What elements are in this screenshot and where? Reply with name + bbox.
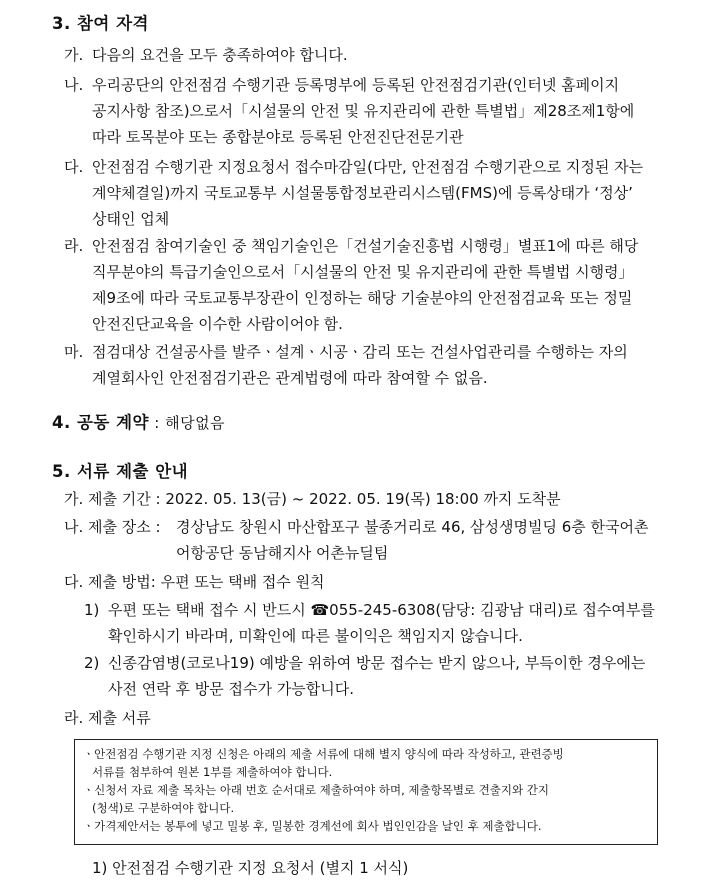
- item-mark: 마.: [64, 343, 84, 361]
- section-4-title-row: [52, 409, 225, 433]
- method-item-2: [84, 650, 680, 702]
- item-line: 사전 연락 후 방문 접수가 가능합니다.: [108, 680, 354, 698]
- notice-line: ㆍ신청서 자료 제출 목차는 아래 번호 순서대로 제출하여야 하며, 제출항목별로 견출지와 간지: [83, 783, 550, 797]
- item-mark: 나.: [64, 76, 84, 94]
- item-line: 안전진단교육을 이수한 사람이어야 함.: [92, 315, 343, 333]
- item-line: 확인하시기 바라며, 미확인에 따른 불이익은 책임지지 않습니다.: [108, 627, 523, 645]
- submission-place-label: 나. 제출 장소 :: [64, 518, 161, 536]
- notice-line: ㆍ가격제안서는 봉투에 넣고 밀봉 후, 밀봉한 경계선에 회사 법인인감을 날인 후 제출합니다.: [83, 819, 542, 833]
- notice-box: [74, 739, 658, 845]
- section-3-item-na: [64, 72, 680, 150]
- item-mark: 라.: [64, 237, 84, 255]
- item-line: 점검대상 건설공사를 발주ㆍ설계ㆍ시공ㆍ감리 또는 건설사업관리를 수행하는 자의: [92, 343, 628, 361]
- item-line: 계약체결일)까지 국토교통부 시설물통합정보관리시스템(FMS)에 등록상태가 ‘정상’: [92, 184, 633, 202]
- notice-line: 서류를 첨부하여 원본 1부를 제출하여야 합니다.: [92, 765, 333, 779]
- section-3-item-ra: [64, 233, 680, 337]
- item-line: 계열회사인 안전점검기관은 관계법령에 따라 참여할 수 없음.: [92, 369, 488, 387]
- item-line: 상태인 업체: [92, 210, 170, 228]
- item-mark: 2): [84, 654, 100, 672]
- document-item-1: 1) 안전점검 수행기관 지정 요청서 (별지 1 서식): [92, 859, 409, 877]
- section-3-item-da: [64, 154, 680, 232]
- section-3-item-ma: [64, 339, 680, 391]
- section-5-title: 5. 서류 제출 안내: [52, 462, 189, 481]
- submission-documents: 라. 제출 서류: [64, 709, 151, 727]
- item-mark: 가.: [64, 46, 84, 64]
- item-line: 직무분야의 특급기술인으로서「시설물의 안전 및 유지관리에 관한 특별법 시행령」: [92, 263, 634, 281]
- item-line: 다음의 요건을 모두 충족하여야 합니다.: [92, 46, 348, 64]
- item-line: 우편 또는 택배 접수 시 반드시 ☎055-245-6308(담당: 김광남 대리)로 접수여부를: [108, 601, 655, 619]
- item-line: 안전점검 수행기관 지정요청서 접수마감일(다만, 안전점검 수행기관으로 지정된 자는: [92, 158, 644, 176]
- submission-place-line: 경상남도 창원시 마산합포구 불종거리로 46, 삼성생명빌딩 6층 한국어촌: [176, 518, 649, 536]
- item-line: 제9조에 따라 국토교통부장관이 인정하는 해당 기술분야의 안전점검교육 또는 정밀: [92, 289, 633, 307]
- item-mark: 다.: [64, 158, 84, 176]
- notice-line: (청색)로 구분하여야 합니다.: [92, 801, 235, 815]
- submission-place-line: 어항공단 동남해지사 어촌뉴딜팀: [176, 544, 389, 562]
- notice-line: ㆍ안전점검 수행기관 지정 신청은 아래의 제출 서류에 대해 별지 양식에 따라 작성하고, 관련증빙: [83, 747, 564, 761]
- method-item-1: [84, 597, 680, 649]
- item-line: 신종감염병(코로나19) 예방을 위하여 방문 접수는 받지 않으나, 부득이한 경우에는: [108, 654, 646, 672]
- item-line: 따라 토목분야 또는 종합분야로 등록된 안전진단전문기관: [92, 128, 464, 146]
- section-3-title: 3. 참여 자격: [52, 14, 149, 33]
- item-line: 공지사항 참조)으로서「시설물의 안전 및 유지관리에 관한 특별법」제28조제1항에: [92, 102, 635, 120]
- item-mark: 1): [84, 601, 100, 619]
- item-line: 우리공단의 안전점검 수행기관 등록명부에 등록된 안전점검기관(인터넷 홈페이지: [92, 76, 620, 94]
- section-3-item-ga: [64, 42, 680, 68]
- submission-method: 다. 제출 방법: 우편 또는 택배 접수 원칙: [64, 573, 325, 591]
- item-line: 안전점검 참여기술인 중 책임기술인은「건설기술진흥법 시행령」별표1에 따른 해당: [92, 237, 639, 255]
- section-4-value: : 해당없음: [149, 414, 226, 432]
- section-4-title: 4. 공동 계약: [52, 413, 149, 432]
- submission-period: 가. 제출 기간 : 2022. 05. 13(금) ~ 2022. 05. 19(목) 18:00 까지 도착분: [64, 490, 561, 508]
